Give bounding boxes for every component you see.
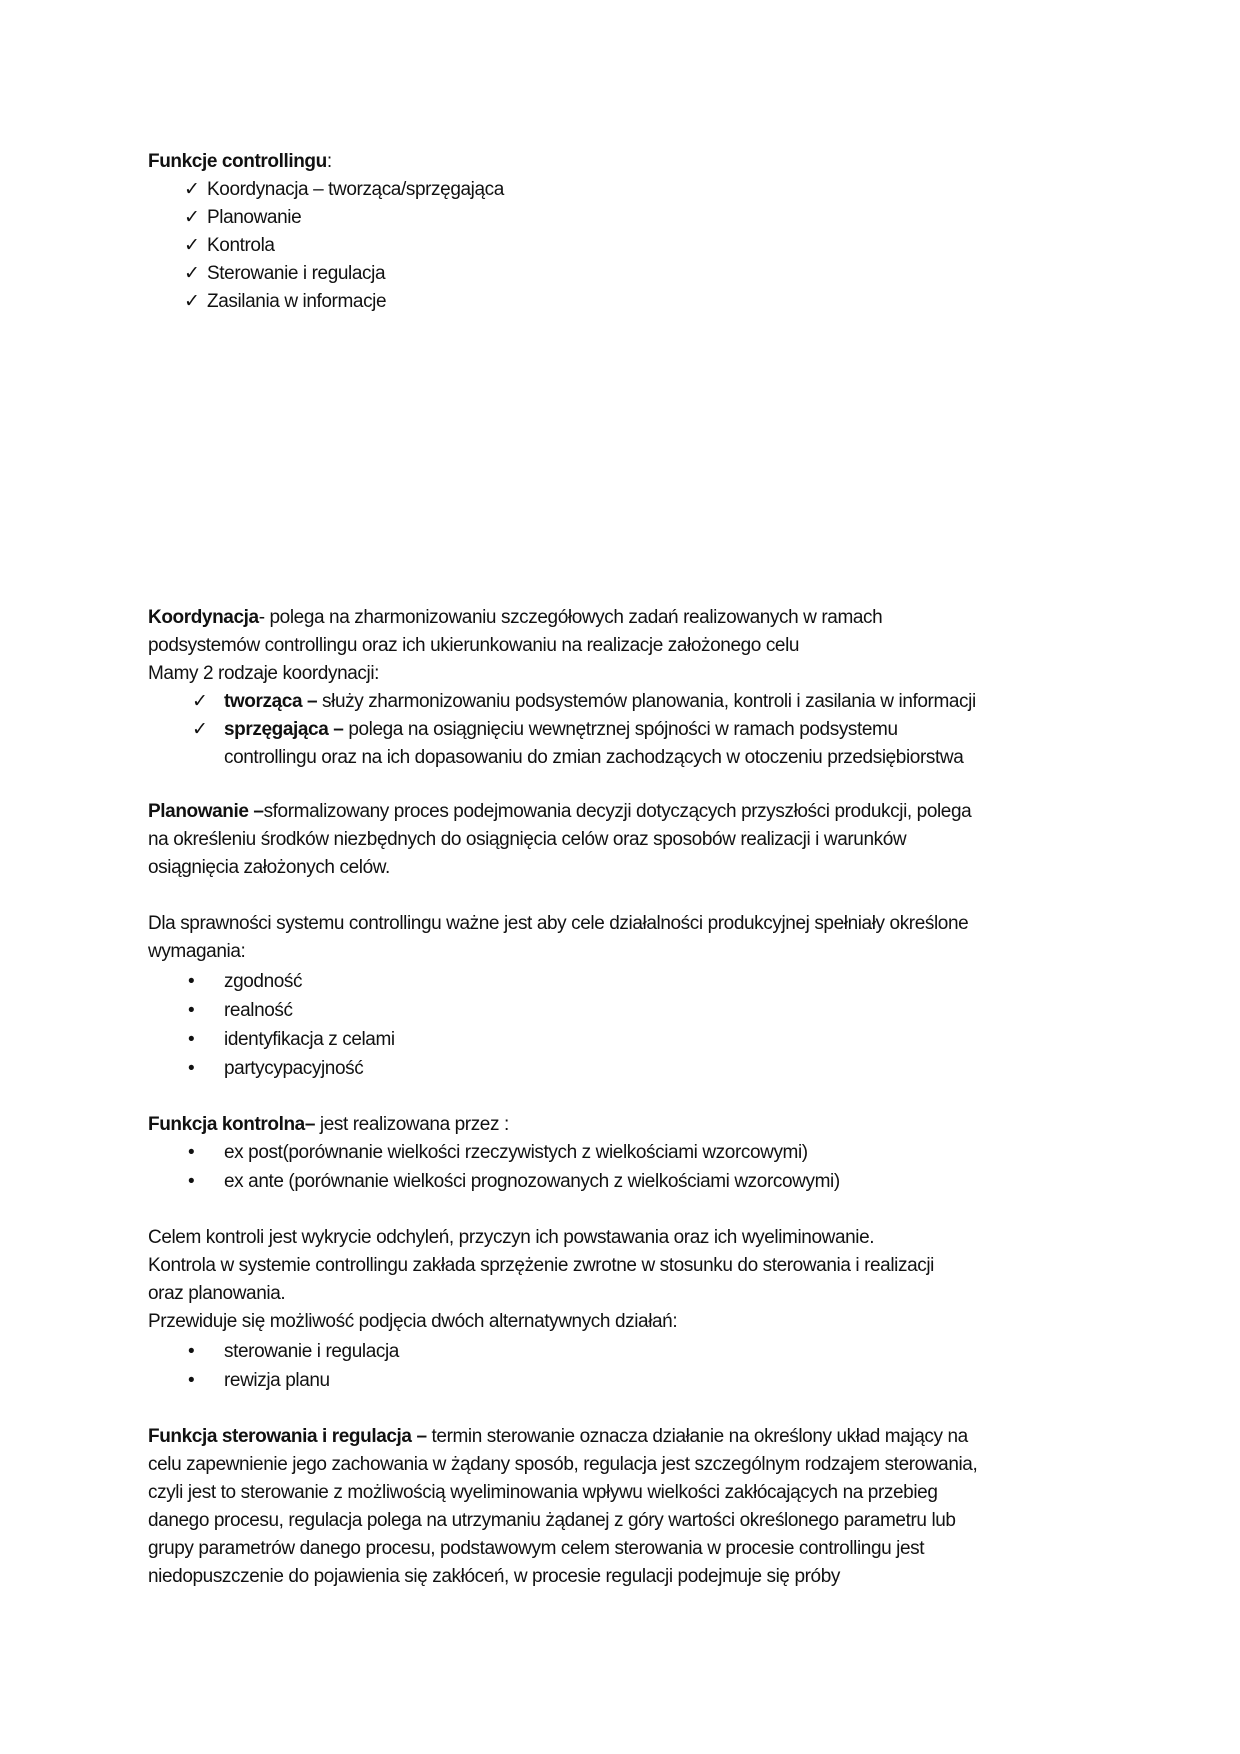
heading-colon: : (326, 151, 332, 172)
list-item: rewizja planu (224, 1370, 330, 1391)
koordynacja-line-1 (148, 604, 882, 632)
text: termin sterowanie oznacza działanie na określony układ mający na (426, 1426, 968, 1447)
text: polega na osiągnięciu wewnętrznej spójności w ramach podsystemu (343, 719, 898, 740)
check-icon: ✓ (192, 719, 208, 740)
wymagania-line-2: wymagania: (148, 941, 246, 962)
list-item: sterowanie i regulacja (224, 1341, 399, 1362)
check-icon: ✓ (184, 263, 200, 284)
list-item: ex ante (porównanie wielkości prognozowanych z wielkościami wzorcowymi) (224, 1171, 840, 1192)
sterowanie-line-4: danego procesu, regulacja polega na utrzymaniu żądanej z góry wartości określonego parametru lub (148, 1510, 956, 1531)
check-icon: ✓ (184, 179, 200, 200)
bullet-icon: • (188, 971, 195, 992)
koordynacja-type-sprzegajaca (224, 716, 898, 744)
text: - polega na zharmonizowaniu szczegółowych zadań realizowanych w ramach (258, 607, 883, 628)
check-icon: ✓ (184, 235, 200, 256)
term: Koordynacja (148, 607, 259, 628)
planowanie-line-1 (148, 798, 971, 826)
cel-line-1: Celem kontroli jest wykrycie odchyleń, przyczyn ich powstawania oraz ich wyeliminowanie. (148, 1227, 875, 1248)
sterowanie-line-6: niedopuszczenie do pojawienia się zakłóceń, w procesie regulacji podejmuje się próby (148, 1566, 840, 1587)
wymagania-line-1: Dla sprawności systemu controllingu ważne jest aby cele działalności produkcyjnej spełniały określone (148, 913, 969, 934)
planowanie-line-2: na określeniu środków niezbędnych do osiągnięcia celów oraz sposobów realizacji i warunków (148, 829, 907, 850)
term: Funkcja kontrolna– (148, 1114, 316, 1135)
list-item: Planowanie (207, 207, 302, 228)
sterowanie-line-5: grupy parametrów danego procesu, podstawowym celem sterowania w procesie controllingu jest (148, 1538, 925, 1559)
bullet-icon: • (188, 1029, 195, 1050)
koordynacja-type-sprzegajaca-cont: controllingu oraz na ich dopasowaniu do zmian zachodzących w otoczeniu przedsiębiorstwa (224, 747, 964, 768)
text: służy zharmonizowaniu podsystemów planowania, kontroli i zasilania w informacji (317, 691, 976, 712)
list-item: Kontrola (207, 235, 275, 256)
sterowanie-line-3: czyli jest to sterowanie z możliwością wyeliminowania wpływu wielkości zakłócających na przebieg (148, 1482, 938, 1503)
list-item: realność (224, 1000, 293, 1021)
section-heading (148, 148, 332, 176)
list-item: zgodność (224, 971, 303, 992)
cel-line-2: Kontrola w systemie controllingu zakłada sprzężenie zwrotne w stosunku do sterowania i realizacji (148, 1255, 934, 1276)
bullet-icon: • (188, 1000, 195, 1021)
koordynacja-line-3: Mamy 2 rodzaje koordynacji: (148, 663, 380, 684)
term: tworząca – (224, 691, 318, 712)
koordynacja-type-tworzaca (224, 688, 976, 716)
list-item: identyfikacja z celami (224, 1029, 395, 1050)
list-item: Sterowanie i regulacja (207, 263, 386, 284)
check-icon: ✓ (192, 691, 208, 712)
planowanie-line-3: osiągnięcia założonych celów. (148, 857, 390, 878)
cel-line-4: Przewiduje się możliwość podjęcia dwóch alternatywnych działań: (148, 1311, 678, 1332)
heading-text: Funkcje controllingu (148, 151, 327, 172)
term: sprzęgająca – (224, 719, 344, 740)
bullet-icon: • (188, 1341, 195, 1362)
text: sformalizowany proces podejmowania decyzji dotyczących przyszłości produkcji, polega (263, 801, 972, 822)
cel-line-3: oraz planowania. (148, 1283, 286, 1304)
bullet-icon: • (188, 1142, 195, 1163)
check-icon: ✓ (184, 207, 200, 228)
sterowanie-line-1 (148, 1423, 968, 1451)
list-item: ex post(porównanie wielkości rzeczywistych z wielkościami wzorcowymi) (224, 1142, 808, 1163)
sterowanie-line-2: celu zapewnienie jego zachowania w żądany sposób, regulacja jest szczególnym rodzajem sterowania, (148, 1454, 978, 1475)
bullet-icon: • (188, 1171, 195, 1192)
bullet-icon: • (188, 1370, 195, 1391)
koordynacja-line-2: podsystemów controllingu oraz ich ukierunkowaniu na realizacje założonego celu (148, 635, 800, 656)
check-icon: ✓ (184, 291, 200, 312)
term: Planowanie – (148, 801, 264, 822)
bullet-icon: • (188, 1058, 195, 1079)
list-item: Zasilania w informacje (207, 291, 387, 312)
list-item: partycypacyjność (224, 1058, 364, 1079)
term: Funkcja sterowania i regulacja – (148, 1426, 427, 1447)
list-item: Koordynacja – tworząca/sprzęgająca (207, 179, 504, 200)
kontrolna-heading (148, 1111, 509, 1139)
text: jest realizowana przez : (315, 1114, 509, 1135)
